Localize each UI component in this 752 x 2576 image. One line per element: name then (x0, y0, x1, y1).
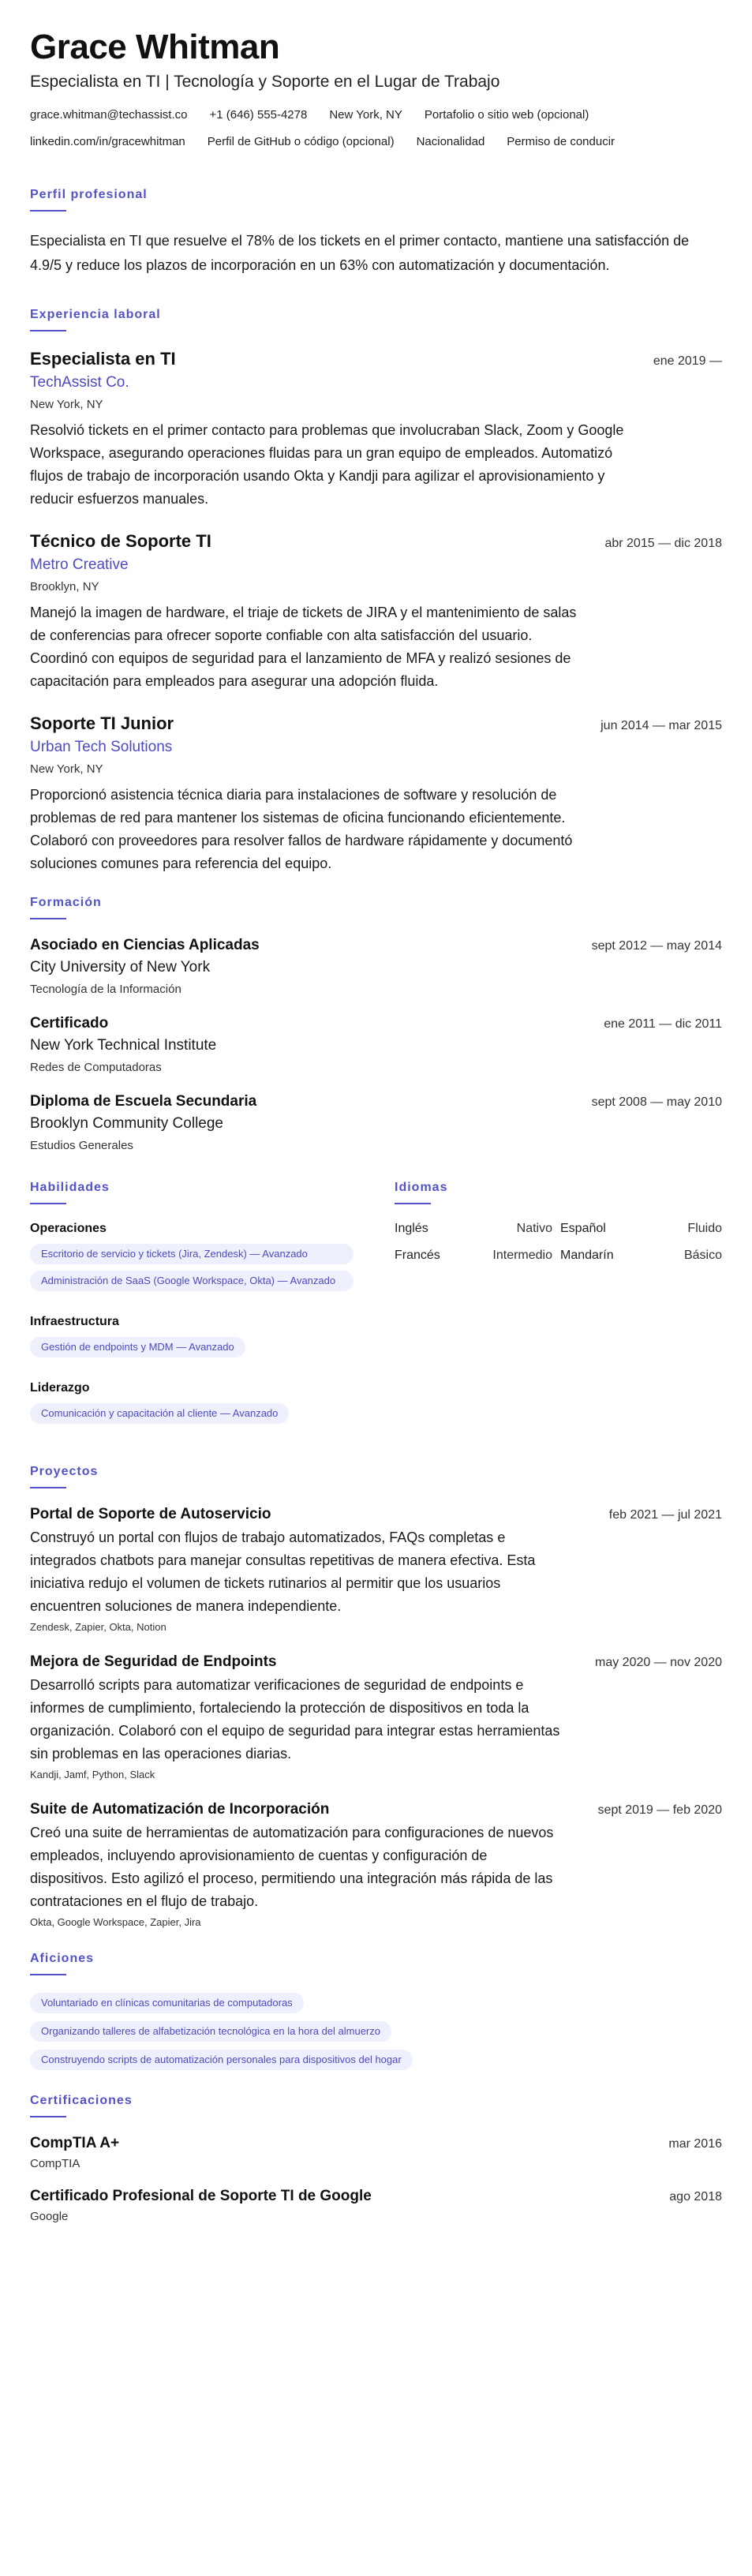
job-description: Manejó la imagen de hardware, el triaje de tickets de JIRA y el mantenimiento de salas de conferencias para ofrecer soporte confiable con alta satisfacción del usuario. Coordinó con equipos de seguridad para el lanzamiento de MFA y realizó sesiones de capacitación para empleados para asegurar una adopción fluida. (30, 605, 577, 690)
skill-group (30, 1222, 361, 1297)
contact-driving-license: Permiso de conducir (507, 135, 615, 149)
education-school: City University of New York (30, 959, 211, 976)
job-title: Soporte TI Junior (30, 713, 174, 734)
experience-section (30, 308, 722, 875)
resume-header (30, 28, 722, 161)
job-entry (30, 349, 722, 511)
education-date: sept 2012 — may 2014 (591, 939, 722, 953)
summary-text: Especialista en TI que resuelve el 78% de los tickets en el primer contacto, mantiene una satisfacción de 4.9/5 y reduce los plazos de incorporación en un 63% con automatización y documentación. (30, 233, 690, 274)
education-degree: Certificado (30, 1015, 109, 1032)
project-tools: Zendesk, Zapier, Okta, Notion (30, 1621, 166, 1634)
skill-category: Infraestructura (30, 1315, 119, 1329)
contact-list (30, 107, 693, 161)
project-tools: Kandji, Jamf, Python, Slack (30, 1769, 155, 1781)
certifications-section (30, 2094, 722, 2223)
language-name: Francés (395, 1249, 440, 1263)
job-location: New York, NY (30, 398, 103, 412)
education-date: sept 2008 — may 2010 (591, 1095, 722, 1110)
project-title: Mejora de Seguridad de Endpoints (30, 1653, 277, 1671)
education-field: Redes de Computadoras (30, 1061, 162, 1075)
project-date: may 2020 — nov 2020 (595, 1656, 722, 1670)
section-title: Idiomas (395, 1181, 448, 1195)
job-title: Especialista en TI (30, 349, 176, 369)
section-divider (30, 330, 66, 331)
section-divider (30, 918, 66, 919)
skill-group (30, 1381, 361, 1430)
job-company: Urban Tech Solutions (30, 739, 173, 756)
language-level: Intermedio (492, 1249, 552, 1263)
section-divider (30, 2116, 66, 2117)
summary-section (30, 188, 722, 278)
section-divider (30, 210, 66, 212)
project-title: Suite de Automatización de Incorporación (30, 1801, 330, 1818)
skill-tag: Administración de SaaS (Google Workspace, Okta) — Avanzado (30, 1271, 354, 1291)
education-field: Tecnología de la Información (30, 983, 181, 997)
language-level: Nativo (516, 1222, 552, 1236)
skill-category: Liderazgo (30, 1381, 90, 1395)
project-title: Portal de Soporte de Autoservicio (30, 1506, 271, 1523)
contact-location: New York, NY (329, 108, 402, 122)
contact-github[interactable]: Perfil de GitHub o código (opcional) (207, 135, 395, 149)
job-description: Resolvió tickets en el primer contacto para problemas que involucraban Slack, Zoom y Google Workspace, asegurando operaciones fluidas para un gran equipo de empleados. Automatizó flujos de trabajo de incorporación usando Okta y Kandji para agilizar el aprovisionamiento y reducir esfuerzos manuales. (30, 422, 624, 507)
project-entry (30, 1506, 722, 1633)
skill-tag: Comunicación y capacitación al cliente — Avanzado (30, 1403, 289, 1424)
section-title: Experiencia laboral (30, 308, 161, 322)
job-company: Metro Creative (30, 556, 129, 574)
education-entry (30, 1093, 722, 1152)
contact-nationality: Nacionalidad (416, 135, 485, 149)
certification-name: CompTIA A+ (30, 2135, 120, 2152)
project-entry (30, 1801, 722, 1928)
project-entry (30, 1653, 722, 1780)
language-level: Fluido (687, 1222, 722, 1236)
job-location: New York, NY (30, 762, 103, 777)
hobby-list (30, 1993, 722, 2070)
education-school: Brooklyn Community College (30, 1115, 223, 1133)
project-date: feb 2021 — jul 2021 (608, 1508, 722, 1522)
education-field: Estudios Generales (30, 1139, 133, 1153)
job-entry (30, 531, 722, 693)
language-list (395, 1222, 722, 1263)
section-divider (395, 1203, 431, 1204)
section-divider (30, 1974, 66, 1975)
education-degree: Asociado en Ciencias Aplicadas (30, 937, 260, 954)
language-level: Básico (683, 1249, 722, 1263)
skill-group (30, 1315, 361, 1364)
project-tools: Okta, Google Workspace, Zapier, Jira (30, 1916, 201, 1929)
job-description: Proporcionó asistencia técnica diaria para instalaciones de software y resolución de problemas de red para mantener los sistemas de oficina funcionando eficientemente. Colaboró con proveedores para resolver fallos de hardware rápidamente y documentó soluciones comunes para referencia del equipo. (30, 787, 573, 872)
contact-linkedin[interactable]: linkedin.com/in/gracewhitman (30, 135, 185, 149)
certification-name: Certificado Profesional de Soporte TI de Google (30, 2188, 372, 2205)
education-entry (30, 937, 722, 996)
education-date: ene 2011 — dic 2011 (604, 1017, 722, 1032)
education-degree: Diploma de Escuela Secundaria (30, 1093, 257, 1110)
certification-issuer: Google (30, 2210, 69, 2224)
languages-section (395, 1181, 722, 1447)
skills-languages-row (30, 1181, 722, 1447)
hobbies-section (30, 1952, 722, 2070)
contact-portfolio[interactable]: Portafolio o sitio web (opcional) (424, 108, 589, 122)
job-date: ene 2019 — (653, 354, 722, 369)
education-section (30, 896, 722, 1152)
education-entry (30, 1015, 722, 1074)
project-description: Creó una suite de herramientas de automatización para configuraciones de nuevos empleados, incluyendo aprovisionamiento de cuentas y configuración de dispositivos. Esto agilizó el proceso, permitiendo una integración más rápida de las contrataciones en el flujo de trabajo. (30, 1825, 554, 1910)
project-description: Desarrolló scripts para automatizar verificaciones de seguridad de endpoints e informes de cumplimiento, fortaleciendo la protección de dispositivos en toda la organización. Colaboró con el equipo de seguridad para integrar estas herramientas sin problemas en las operaciones diarias. (30, 1677, 560, 1762)
education-school: New York Technical Institute (30, 1037, 217, 1054)
hobby-tag: Voluntariado en clínicas comunitarias de computadoras (30, 1993, 304, 2013)
skill-tag: Escritorio de servicio y tickets (Jira, Zendesk) — Avanzado (30, 1244, 354, 1264)
language-name: Mandarín (560, 1249, 614, 1263)
skill-category: Operaciones (30, 1222, 107, 1236)
language-name: Inglés (395, 1222, 428, 1236)
section-title: Certificaciones (30, 2094, 133, 2108)
section-title: Aficiones (30, 1952, 95, 1966)
project-date: sept 2019 — feb 2020 (597, 1803, 722, 1818)
contact-phone[interactable]: +1 (646) 555-4278 (209, 108, 308, 122)
skill-tag: Gestión de endpoints y MDM — Avanzado (30, 1337, 245, 1357)
certification-date: mar 2016 (668, 2137, 722, 2151)
section-title: Proyectos (30, 1465, 99, 1479)
section-title: Perfil profesional (30, 188, 148, 202)
hobby-tag: Construyendo scripts de automatización personales para dispositivos del hogar (30, 2050, 413, 2070)
project-description: Construyó un portal con flujos de trabajo automatizados, FAQs completas e integrados chatbots para manejar consultas repetitivas de manera efectiva. Esta iniciativa redujo el volumen de tickets rutinarios al permitir que los usuarios encuentren soluciones de manera independiente. (30, 1530, 536, 1615)
certification-entry (30, 2135, 722, 2170)
skills-section (30, 1181, 361, 1447)
section-title: Formación (30, 896, 102, 910)
hobby-tag: Organizando talleres de alfabetización tecnológica en la hora del almuerzo (30, 2021, 391, 2042)
job-location: Brooklyn, NY (30, 580, 99, 594)
candidate-headline: Especialista en TI | Tecnología y Soporte en el Lugar de Trabajo (30, 73, 500, 92)
section-divider (30, 1487, 66, 1488)
certification-issuer: CompTIA (30, 2157, 80, 2171)
job-date: jun 2014 — mar 2015 (600, 719, 722, 733)
contact-email[interactable]: grace.whitman@techassist.co (30, 108, 188, 122)
certification-date: ago 2018 (669, 2190, 722, 2204)
candidate-name: Grace Whitman (30, 28, 280, 66)
section-title: Habilidades (30, 1181, 110, 1195)
projects-section (30, 1465, 722, 1928)
job-entry (30, 713, 722, 875)
section-divider (30, 1203, 66, 1204)
language-name: Español (560, 1222, 606, 1236)
job-date: abr 2015 — dic 2018 (604, 537, 722, 551)
certification-entry (30, 2188, 722, 2223)
job-title: Técnico de Soporte TI (30, 531, 211, 552)
job-company: TechAssist Co. (30, 374, 129, 391)
